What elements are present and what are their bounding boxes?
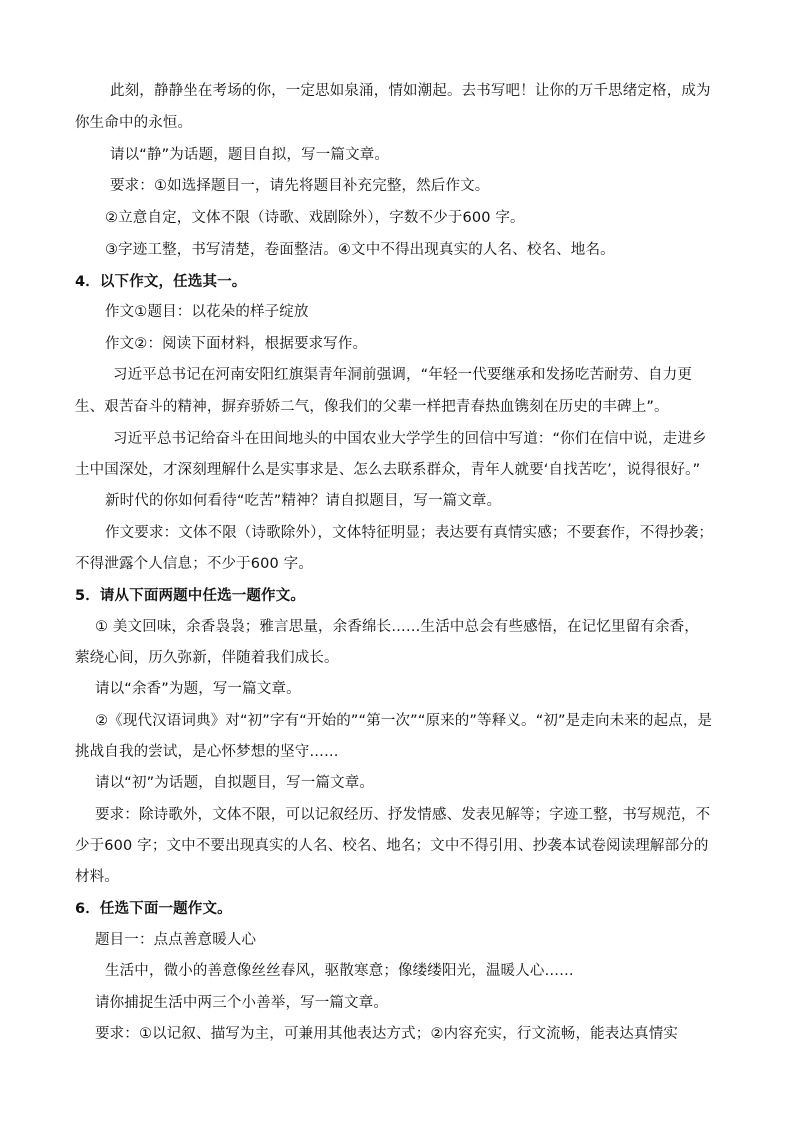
paragraph-line: 新时代的你如何看待“吃苦”精神？请自拟题目，写一篇文章。 — [105, 493, 502, 509]
paragraph-line: 题目一：点点善意暖人心 — [95, 932, 257, 948]
paragraph-line: 生活中，微小的善意像丝丝春风，驱散寒意；像缕缕阳光，温暖人心…… — [105, 963, 574, 979]
paragraph-line: 习近平总书记给奋斗在田间地头的中国农业大学学生的回信中写道：“你们在信中说，走进乡 — [113, 431, 707, 447]
paragraph-line: ① 美文回味，余香袅袅；雅言思量，余香绵长……生活中总会有些感悟，在记忆里留有余香， — [95, 619, 699, 635]
question-heading: 4．以下作文，任选其一。 — [75, 274, 247, 290]
paragraph-line: 不得泄露个人信息；不少于600 字。 — [75, 556, 313, 572]
paragraph-line: 此刻，静静坐在考场的你，一定思如泉涌，情如潮起。去书写吧！让你的万千思绪定格，成为 — [110, 83, 711, 99]
paragraph-line: 请你捕捉生活中两三个小善举，写一篇文章。 — [95, 995, 388, 1011]
question-heading: 6．任选下面一题作文。 — [75, 901, 232, 917]
paragraph-line: 作文②：阅读下面材料，根据要求写作。 — [105, 336, 368, 352]
paragraph-line: 生、艰苦奋斗的精神，摒弃骄娇二气，像我们的父辈一样把青春热血镌刻在历史的丰碑上”。 — [75, 399, 669, 415]
question-heading: 5．请从下面两题中任选一题作文。 — [75, 588, 305, 604]
paragraph-line: 材料。 — [75, 869, 119, 885]
paragraph-line: 作文要求：文体不限（诗歌除外），文体特征明显；表达要有真情实感；不要套作，不得抄袭； — [105, 525, 714, 541]
paragraph-line: ②《现代汉语词典》对“初”字有“开始的”“第一次”“原来的”等释义。“初”是走向未来的起点，是 — [95, 713, 713, 729]
paragraph-line: 要求：除诗歌外，文体不限，可以记叙经历、抒发情感、发表见解等；字迹工整，书写规范，不 — [95, 807, 711, 823]
paragraph-line: 少于600 字；文中不要出现真实的人名、校名、地名；文中不得引用、抄袭本试卷阅读理解部分的 — [75, 838, 709, 854]
paragraph-line: 要求：①如选择题目一，请先将题目补充完整，然后作文。 — [110, 178, 490, 194]
paragraph-line: 请以“静”为话题，题目自拟，写一篇文章。 — [110, 147, 390, 163]
paragraph-line: 萦绕心间，历久弥新，伴随着我们成长。 — [75, 650, 339, 666]
paragraph-line: ③字迹工整，书写清楚，卷面整洁。④文中不得出现真实的人名、校名、地名。 — [105, 242, 615, 258]
paragraph-line: 习近平总书记在河南安阳红旗渠青年洞前强调，“年轻一代要继承和发扬吃苦耐劳、自力更 — [113, 367, 693, 383]
paragraph-line: 请以“初”为话题，自拟题目，写一篇文章。 — [95, 775, 375, 791]
paragraph-line: 要求：①以记叙、描写为主，可兼用其他表达方式；②内容充实，行文流畅，能表达真情实 — [95, 1026, 678, 1042]
paragraph-line: ②立意自定，文体不限（诗歌、戏剧除外），字数不少于600 字。 — [105, 210, 525, 226]
paragraph-line: 请以“余香”为题，写一篇文章。 — [95, 681, 301, 697]
paragraph-line: 你生命中的永恒。 — [75, 115, 193, 131]
paragraph-line: 土中国深处，才深刻理解什么是实事求是、怎么去联系群众，青年人就要‘自找苦吃’，说得很好。” — [75, 462, 701, 478]
paragraph-line: 挑战自我的尝试，是心怀梦想的坚守…… — [75, 744, 339, 760]
paragraph-line: 作文①题目：以花朵的样子绽放 — [105, 304, 309, 320]
